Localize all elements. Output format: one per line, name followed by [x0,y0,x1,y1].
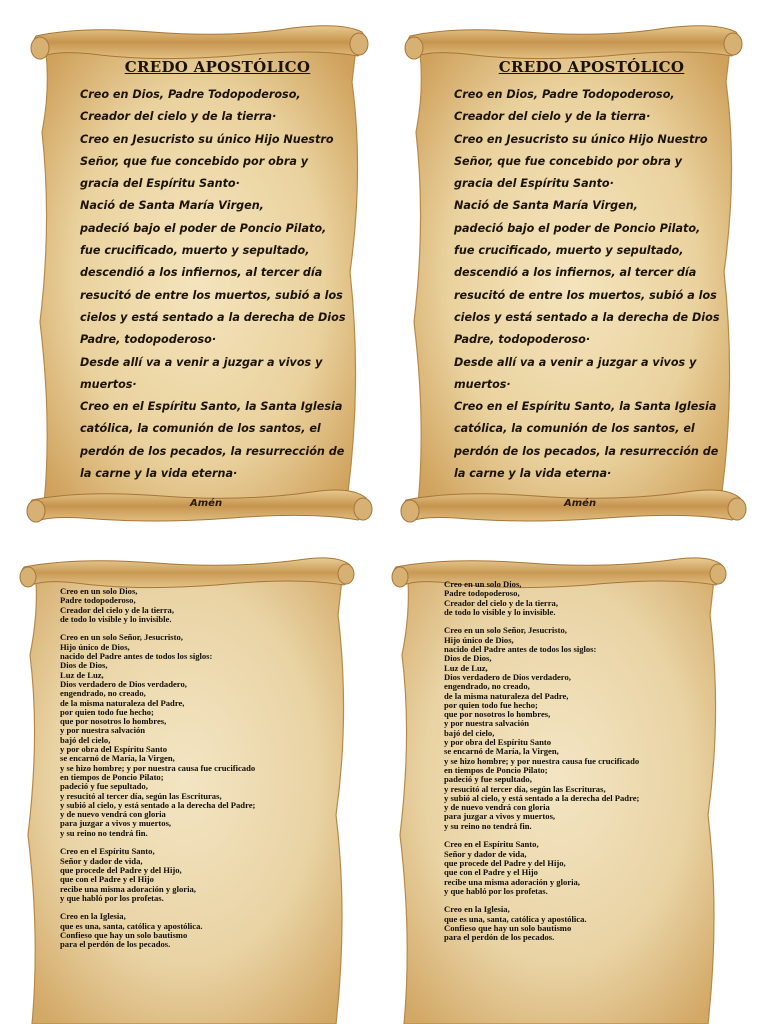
amen-text: Amén [190,498,223,509]
creed-line: Creo en el Espíritu Santo, [444,839,539,850]
creed-line: Creo en la Iglesia, [444,904,510,915]
creed-line: gracia del Espíritu Santo· [454,177,614,191]
creed-line: que es una, santa, católica y apostólica. [444,913,587,924]
apostles-creed-text [454,58,729,509]
creed-paragraph [444,840,728,896]
creed-title: CREDO APOSTÓLICO [124,58,311,76]
creed-line: de la misma naturaleza del Padre, [60,697,185,708]
creed-line: Señor y dador de vida, [444,848,527,859]
creed-line: padeció bajo el poder de Poncio Pilato, [454,221,701,235]
creed-line: y su reino no tendrá fin. [60,827,148,838]
creed-line: y de nuevo vendrá con gloria [444,802,550,813]
apostles-creed-text [80,58,355,509]
creed-line: Creador del cielo y de la tierra, [60,604,174,615]
creed-line: Creador del cielo y de la tierra· [80,110,277,124]
creed-line: descendió a los infiernos, al tercer día [80,266,323,280]
creed-line: Señor y dador de vida, [60,855,143,866]
creed-line: bajó del cielo, [444,727,495,738]
creed-line: y se hizo hombre; y por nuestra causa fue crucificado [444,755,640,766]
creed-line: Señor, que fue concebido por obra y [80,154,309,168]
creed-line: padeció y fue sepultado, [444,774,532,785]
creed-line: que por nosotros lo hombres, [60,716,167,727]
creed-line: Padre, todopoderoso· [454,333,591,347]
creed-line: se encarnó de María, la Virgen, [60,753,175,764]
creed-line: la carne y la vida eterna· [454,467,612,481]
nicene-creed-text [60,587,350,959]
creed-line: Creo en un solo Señor, Jesucristo, [444,625,567,636]
creed-line: se encarnó de María, la Virgen, [444,746,559,757]
creed-line: y resucitó al tercer día, según las Escrituras, [60,790,222,801]
creed-line: resucitó de entre los muertos, subió a los [454,288,717,302]
creed-line: nacido del Padre antes de todos los siglos: [60,651,213,662]
creed-line: que procede del Padre y del Hijo, [444,857,566,868]
creed-line: Creo en la Iglesia, [60,911,126,922]
creed-line: muertos· [80,377,137,391]
creed-line: y por obra del Espíritu Santo [60,744,168,755]
creed-line: cielos y está sentado a la derecha de Dios [454,310,720,324]
creed-line: y que habló por los profetas. [60,892,164,903]
creed-line: Creador del cielo y de la tierra· [454,110,651,124]
creed-line: padeció y fue sepultado, [60,781,148,792]
creed-line: en tiempos de Poncio Pilato; [60,771,164,782]
creed-body [80,84,355,485]
creed-line: que procede del Padre y del Hijo, [60,864,182,875]
nicene-creed-scroll-right [388,555,728,1024]
creed-paragraph [60,847,350,903]
creed-line: Dios verdadero de Dios verdadero, [444,671,571,682]
creed-line: de la misma naturaleza del Padre, [444,690,569,701]
creed-line: Luz de Luz, [60,669,104,680]
creed-line: Hijo único de Dios, [444,634,514,645]
creed-line: Dios verdadero de Dios verdadero, [60,678,187,689]
creed-line: y su reino no tendrá fin. [444,820,532,831]
creed-line: Confieso que hay un solo bautismo [60,929,188,940]
creed-line: y subió al cielo, y está sentado a la derecha del Padre; [444,792,640,803]
creed-line: cielos y está sentado a la derecha de Dios [80,310,346,324]
creed-line: de todo lo visible y lo invisible. [444,606,556,617]
creed-line: Desde allí va a venir a juzgar a vivos y [454,355,697,369]
creed-line: Desde allí va a venir a juzgar a vivos y [80,355,323,369]
creed-line: que con el Padre y el Hijo [60,874,154,885]
creed-line: Creo en un solo Señor, Jesucristo, [60,632,183,643]
creed-line: Dios de Dios, [60,660,108,671]
creed-line: y por nuestra salvación [60,725,146,736]
creed-line: y por obra del Espíritu Santo [444,737,552,748]
creed-line: y por nuestra salvación [444,718,530,729]
creed-line: católica, la comunión de los santos, el [454,422,695,436]
creed-line: nacido del Padre antes de todos los siglos: [444,644,597,655]
creed-line: gracia del Espíritu Santo· [80,177,240,191]
creed-line: Hijo único de Dios, [60,641,130,652]
apostles-creed-scroll-right [396,22,752,528]
creed-line: que por nosotros lo hombres, [444,709,551,720]
creed-line: en tiempos de Poncio Pilato; [444,764,548,775]
creed-line: perdón de los pecados, la resurrección de [80,444,345,458]
creed-line: engendrado, no creado, [60,688,146,699]
creed-line: y que habló por los profetas. [444,885,548,896]
creed-line: Padre todopoderoso, [444,588,520,599]
creed-line: y de nuevo vendrá con gloria [60,809,166,820]
creed-line: para juzgar a vivos y muertos, [60,818,172,829]
nicene-creed-scroll-left [16,555,356,1024]
creed-line: padeció bajo el poder de Poncio Pilato, [80,221,327,235]
creed-line: Creo en el Espíritu Santo, [60,846,155,857]
creed-paragraph [60,587,350,624]
creed-line: que con el Padre y el Hijo [444,867,538,878]
creed-line: Nació de Santa María Virgen, [454,199,638,213]
creed-line: y subió al cielo, y está sentado a la derecha del Padre; [60,799,256,810]
creed-line: y resucitó al tercer día, según las Escrituras, [444,783,606,794]
creed-line: por quien todo fue hecho; [444,699,538,710]
creed-line: fue crucificado, muerto y sepultado, [454,244,684,258]
creed-line: Padre, todopoderoso· [80,333,217,347]
creed-line: Confieso que hay un solo bautismo [444,922,572,933]
creed-line: para el perdón de los pecados. [444,932,555,943]
amen-text: Amén [564,498,597,509]
creed-line: descendió a los infiernos, al tercer día [454,266,697,280]
creed-line: bajó del cielo, [60,734,111,745]
creed-line: recibe una misma adoración y gloria, [60,883,196,894]
creed-line: Nació de Santa María Virgen, [80,199,264,213]
creed-line: Creador del cielo y de la tierra, [444,597,558,608]
creed-line: para el perdón de los pecados. [60,939,171,950]
creed-line: perdón de los pecados, la resurrección de [454,444,719,458]
creed-line: de todo lo visible y lo invisible. [60,613,172,624]
creed-paragraph [60,633,350,838]
creed-line: engendrado, no creado, [444,681,530,692]
creed-line: resucitó de entre los muertos, subió a los [80,288,343,302]
creed-title: CREDO APOSTÓLICO [498,58,685,76]
creed-line: Dios de Dios, [444,653,492,664]
creed-line: fue crucificado, muerto y sepultado, [80,244,310,258]
creed-line: para juzgar a vivos y muertos, [444,811,556,822]
creed-line: Creo en Jesucristo su único Hijo Nuestro [454,132,708,146]
creed-line: Creo en un solo Dios, [60,586,138,596]
creed-paragraph [444,626,728,831]
creed-paragraph [444,905,728,942]
creed-paragraph [60,912,350,949]
apostles-creed-scroll-left [22,22,378,528]
creed-line: católica, la comunión de los santos, el [80,422,321,436]
creed-line: Creo en el Espíritu Santo, la Santa Iglesia [80,400,343,414]
creed-line: Señor, que fue concebido por obra y [454,154,683,168]
creed-line: Creo en el Espíritu Santo, la Santa Iglesia [454,400,717,414]
creed-line: que es una, santa, católica y apostólica. [60,920,203,931]
creed-body [454,84,729,485]
nicene-creed-text [444,580,728,952]
creed-line: Luz de Luz, [444,662,488,673]
creed-line: recibe una misma adoración y gloria, [444,876,580,887]
creed-line: Creo en un solo Dios, [444,579,522,589]
creed-line: Creo en Dios, Padre Todopoderoso, [454,88,675,101]
creed-line: Creo en Dios, Padre Todopoderoso, [80,88,301,101]
creed-line: Padre todopoderoso, [60,595,136,606]
creed-line: muertos· [454,377,511,391]
creed-paragraph [444,580,728,617]
creed-line: y se hizo hombre; y por nuestra causa fue crucificado [60,762,256,773]
creed-line: Creo en Jesucristo su único Hijo Nuestro [80,132,334,146]
creed-line: la carne y la vida eterna· [80,467,238,481]
creed-line: por quien todo fue hecho; [60,706,154,717]
